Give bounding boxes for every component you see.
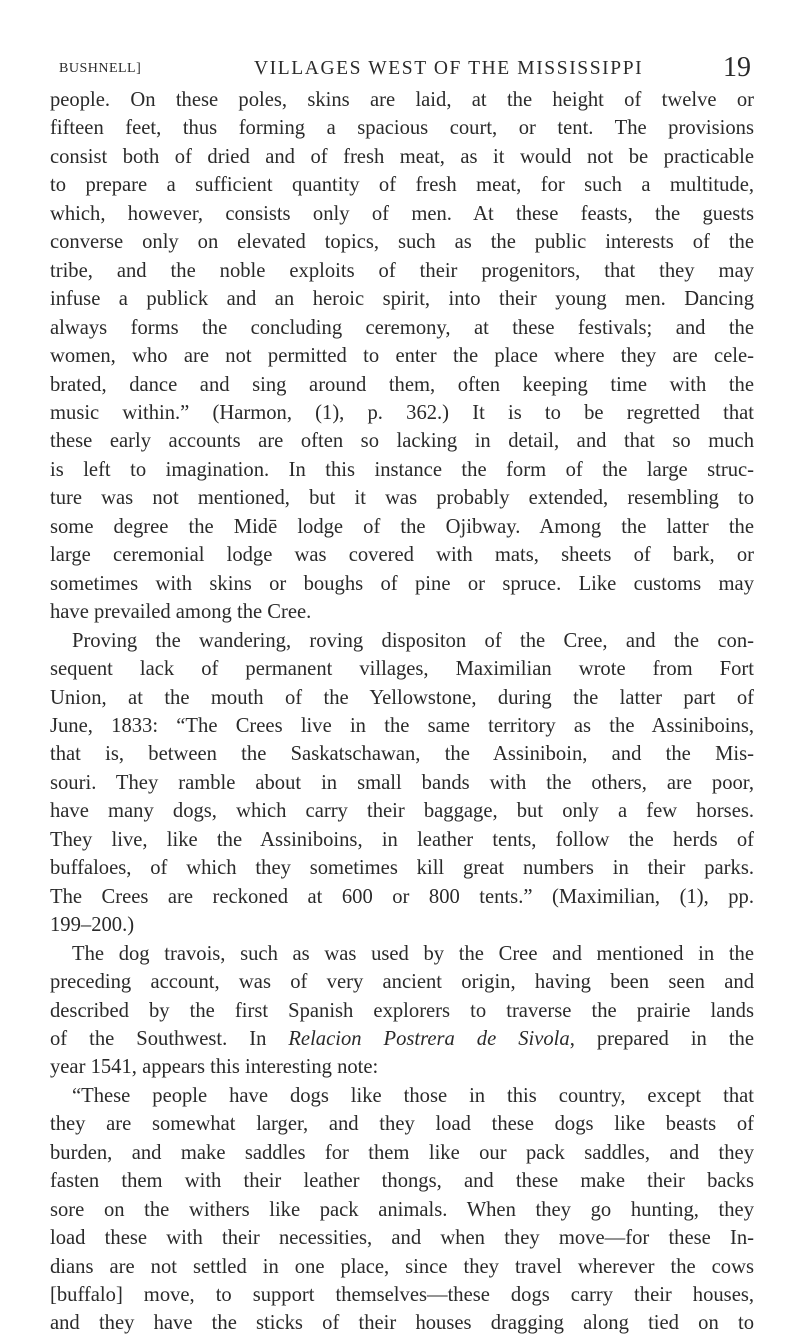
text-line xyxy=(50,1025,754,1053)
text-line: sometimes with skins or boughs of pine or spruce. Like customs may xyxy=(50,572,754,595)
text-line: The Crees are reckoned at 600 or 800 tents.” (Maximilian, (1), pp. xyxy=(50,885,754,908)
text-line: they are somewhat larger, and they load these dogs like beasts of xyxy=(50,1113,754,1136)
text-line: and they have the sticks of their houses dragging along tied on to xyxy=(50,1312,754,1335)
text-line: fasten them with their leather thongs, and these make their backs xyxy=(50,1170,754,1193)
text-line: described by the first Spanish explorers to traverse the prairie lands xyxy=(50,999,754,1022)
text-line: sore on the withers like pack animals. When they go hunting, they xyxy=(50,1198,754,1221)
text-segment: , prepared in the xyxy=(569,1027,754,1050)
text-line: sequent lack of permanent villages, Maximilian wrote from Fort xyxy=(50,658,754,681)
text-line: 199–200.) xyxy=(50,914,135,937)
text-line: year 1541, appears this interesting note: xyxy=(50,1056,379,1079)
text-line: some degree the Midē lodge of the Ojibway. Among the latter the xyxy=(50,515,754,538)
text-line: to prepare a sufficient quantity of fresh meat, for such a multitude, xyxy=(50,174,754,197)
text-line: that is, between the Saskatschawan, the Assiniboin, and the Mis- xyxy=(50,743,754,766)
text-line: buffaloes, of which they sometimes kill great numbers in their parks. xyxy=(50,857,754,880)
text-line: tribe, and the noble exploits of their progenitors, that they may xyxy=(50,259,754,282)
text-line: have prevailed among the Cree. xyxy=(50,601,312,624)
text-line: souri. They ramble about in small bands with the others, are poor, xyxy=(50,771,754,794)
text-line: They live, like the Assiniboins, in leather tents, follow the herds of xyxy=(50,828,754,851)
page-header xyxy=(59,50,753,86)
text-line: consist both of dried and of fresh meat, as it would not be practicable xyxy=(50,145,754,168)
text-line: [buffalo] move, to support themselves—these dogs carry their houses, xyxy=(50,1284,754,1307)
text-line: converse only on elevated topics, such as the public interests of the xyxy=(50,231,754,254)
text-line: people. On these poles, skins are laid, at the height of twelve or xyxy=(50,89,754,111)
text-line: The dog travois, such as was used by the Cree and mentioned in the xyxy=(72,942,754,965)
text-line: fifteen feet, thus forming a spacious court, or tent. The provisions xyxy=(50,117,754,140)
text-line: large ceremonial lodge was covered with mats, sheets of bark, or xyxy=(50,544,754,567)
text-line: “These people have dogs like those in this country, except that xyxy=(72,1084,754,1107)
text-line: dians are not settled in one place, since they travel wherever the cows xyxy=(50,1255,754,1278)
page-number: 19 xyxy=(723,52,751,83)
text-line: which, however, consists only of men. At these feasts, the guests xyxy=(50,202,754,225)
text-line: infuse a publick and an heroic spirit, into their young men. Dancing xyxy=(50,288,754,311)
text-line: always forms the concluding ceremony, at these festivals; and the xyxy=(50,316,754,339)
text-line: Union, at the mouth of the Yellowstone, during the latter part of xyxy=(50,686,754,709)
text-line: brated, dance and sing around them, often keeping time with the xyxy=(50,373,754,396)
text-line: have many dogs, which carry their baggage, but only a few horses. xyxy=(50,800,754,823)
text-line: women, who are not permitted to enter the place where they are cele- xyxy=(50,345,754,368)
text-line: ture was not mentioned, but it was probably extended, resembling to xyxy=(50,487,754,510)
text-line: burden, and make saddles for them like our pack saddles, and they xyxy=(50,1141,754,1164)
author-running-head: BUSHNELL] xyxy=(59,61,142,76)
text-line: preceding account, was of very ancient origin, having been seen and xyxy=(50,971,754,994)
text-line: these early accounts are often so lacking in detail, and that so much xyxy=(50,430,754,453)
text-line: Proving the wandering, roving dispositon of the Cree, and the con- xyxy=(72,629,754,652)
text-line: is left to imagination. In this instance the form of the large struc- xyxy=(50,458,754,481)
italic-title: Relacion Postrera de Sivola xyxy=(288,1027,570,1050)
text-line: load these with their necessities, and when they move—for these In- xyxy=(50,1227,754,1250)
body-text xyxy=(50,86,754,1338)
text-line: music within.” (Harmon, (1), p. 362.) It is to be regretted that xyxy=(50,401,754,424)
running-head-title: VILLAGES WEST OF THE MISSISSIPPI xyxy=(254,58,644,79)
text-line: June, 1833: “The Crees live in the same territory as the Assiniboins, xyxy=(50,714,754,737)
text-segment: of the Southwest. In xyxy=(50,1027,289,1050)
